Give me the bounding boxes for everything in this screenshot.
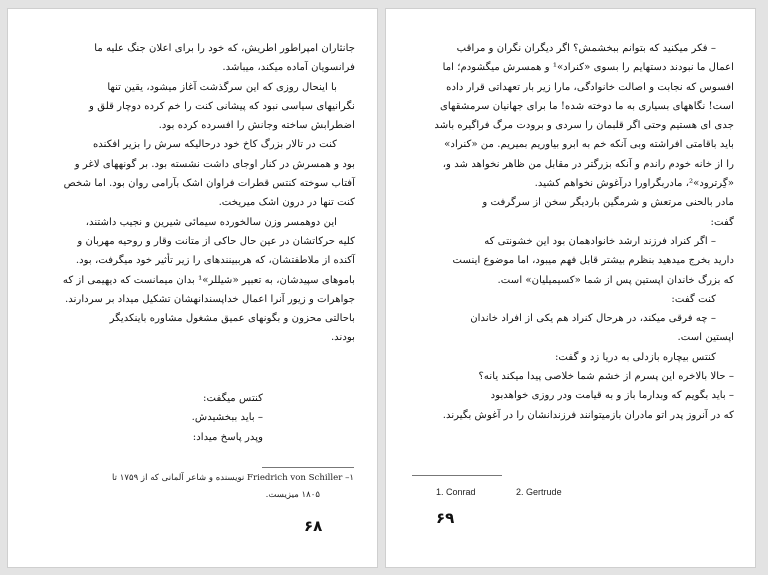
text-line: – باید بگویم که وبدارما باز و به قیامت ودر روزی خواهدبود — [490, 390, 734, 402]
left-footnote — [32, 470, 354, 504]
text-line: که در آنروز پدر اتو مادران بازمیتوانند فرزندانشان را در آغوش بگیرند. — [442, 409, 734, 421]
text-line: این دوهمسر وزن سالخورده سیمائی شیرین و نجیب داشتند، — [85, 216, 337, 228]
text-line: کنت در تالار بزرگ کاخ خود درحالیکه سرش را بزیر افکنده — [92, 139, 337, 151]
text-line: «گِرترود»²، مادربگراورا درآغوش نخواهم کشید. — [534, 178, 734, 190]
text-line: با اینحال روزی که این سرگذشت آغاز میشود، یقین تنها — [107, 81, 337, 93]
text-line: را از خانه خودم راندم و آنکه بزرگتر در مقابل من ظاهر نخواهد شد و، — [442, 158, 734, 170]
footnote-divider — [412, 475, 502, 476]
footnote-line: ۱۸۰۵ میزیست. — [265, 490, 320, 500]
footnote-line: ١– Friedrich von Schiller نویسنده و شاعر آلمانی که از ۱۷۵۹ تا — [111, 473, 354, 483]
text-line: گفت: — [710, 216, 734, 228]
text-line: – حالا بالاخره این پسرم از خشم شما خلاصی پیدا میکند یانه؟ — [478, 371, 734, 383]
text-line: جانثاران امپراطور اطریش، که خود را برای اعلان جنگ علیه ما — [94, 43, 355, 54]
right-page — [385, 8, 756, 568]
text-line: است! نگاههای بسیاری به ما دوخته شده! ما برای جهانیان سرمشقهای — [439, 100, 734, 112]
text-line: کنتس بیچاره بازدلی به دریا زد و گفت: — [554, 351, 716, 363]
text-line: آکنده از ملاطفتشان، که هرببینندهای را زیر تأثیر خود میگرفت، بود. — [75, 255, 355, 267]
right-footnotes — [436, 487, 600, 497]
footnote-gertrude: 2. Gertrude — [516, 487, 562, 497]
text-line: – فکر میکنید که بتوانم ببخشمش؟ اگر دیگران نگران و مراقب — [456, 43, 716, 54]
text-line: باحالتی محزون و بگونهای عمیق مشغول مشاوره باینکدیگر — [109, 313, 355, 325]
text-line: کنت گفت: — [671, 293, 716, 305]
page-number: ۶۹ — [436, 509, 455, 527]
right-page-body — [408, 39, 734, 425]
page-number: ۶۸ — [304, 517, 323, 535]
footnote-conrad: 1. Conrad — [436, 487, 476, 497]
text-line: بود و همسرش در کنار اوجای داشت نشسته بود. بر گونههای لاغر و — [74, 158, 355, 170]
text-line: آفتاب سوخته کنتس قطرات فراوان اشک بآرامی روان بود. اما شخص — [63, 178, 355, 190]
text-line: باید باقامتی افراشته وبی آنکه خم به ابرو بیاوریم بمیریم. من «کنراد» — [444, 139, 734, 151]
text-line: اعمال ما نبودند دستهایم را بسوی «کنراد»¹ و همسرش میگشودم؛ اما — [442, 62, 734, 74]
text-line: فرانسویان آماده میکند، میباشد. — [222, 62, 355, 74]
footnote-divider — [262, 467, 354, 468]
text-line: جواهرات و زیور آنرا اعمال خداپسندانهشان تشکیل میداد بر سردارند. — [65, 293, 355, 305]
text-line: اضطرابش ساخته وجانش را افسرده کرده بود. — [158, 120, 355, 132]
text-line: بودند. — [330, 332, 355, 344]
text-line: نگرانیهای سیاسی نبود که پیشانی کنت را خم کرده دوچار قلق و — [89, 100, 355, 112]
text-line: – چه فرقی میکند، در هرحال کنراد هم یکی از افراد خاندان — [470, 313, 716, 325]
text-line: کلیه حرکاتشان در عین حال حاکی از متانت وقار و روحیه مهربان و — [77, 235, 355, 247]
left-page — [7, 8, 378, 568]
text-line: اپستین است. — [677, 332, 734, 344]
text-line: مادر بالحنی مرتعش و شرمگین باردیگر سخن از سرگرفت و — [482, 197, 734, 209]
text-line: جدی ای هستیم وحتی اگر قلبمان را سردی و برودت مرگ فراگیره باشد — [434, 120, 734, 132]
text-line: کنت تنها در درون اشک میریخت. — [218, 197, 355, 209]
left-page-body — [30, 39, 355, 348]
text-line: دارید بخرج میدهید بنظرم بیشتر قابل فهم میبود، اما موضوع اینست — [452, 255, 734, 267]
dialogue-line: – باید ببخشیدش. — [191, 412, 263, 424]
dialogue-line: وپدر پاسخ میداد: — [192, 431, 263, 443]
text-line: که بزرگ خاندان اپستین پس از شما «کسیمیلیان» است. — [497, 274, 734, 286]
text-line: افسوس که نجابت و اصالت خانوادگی، مارا زیر بار تعهداتی قرار داده — [446, 81, 734, 93]
left-page-dialogue — [30, 389, 355, 447]
text-line: باموهای سپیدشان، به تعبیر «شیللر»¹ بدان میمانست که دیهیمی از که — [62, 274, 355, 286]
dialogue-line: کنتس میگفت: — [203, 393, 263, 404]
text-line: – اگر کنراد فرزند ارشد خانوادهمان بود این خشونتی که — [484, 235, 716, 247]
